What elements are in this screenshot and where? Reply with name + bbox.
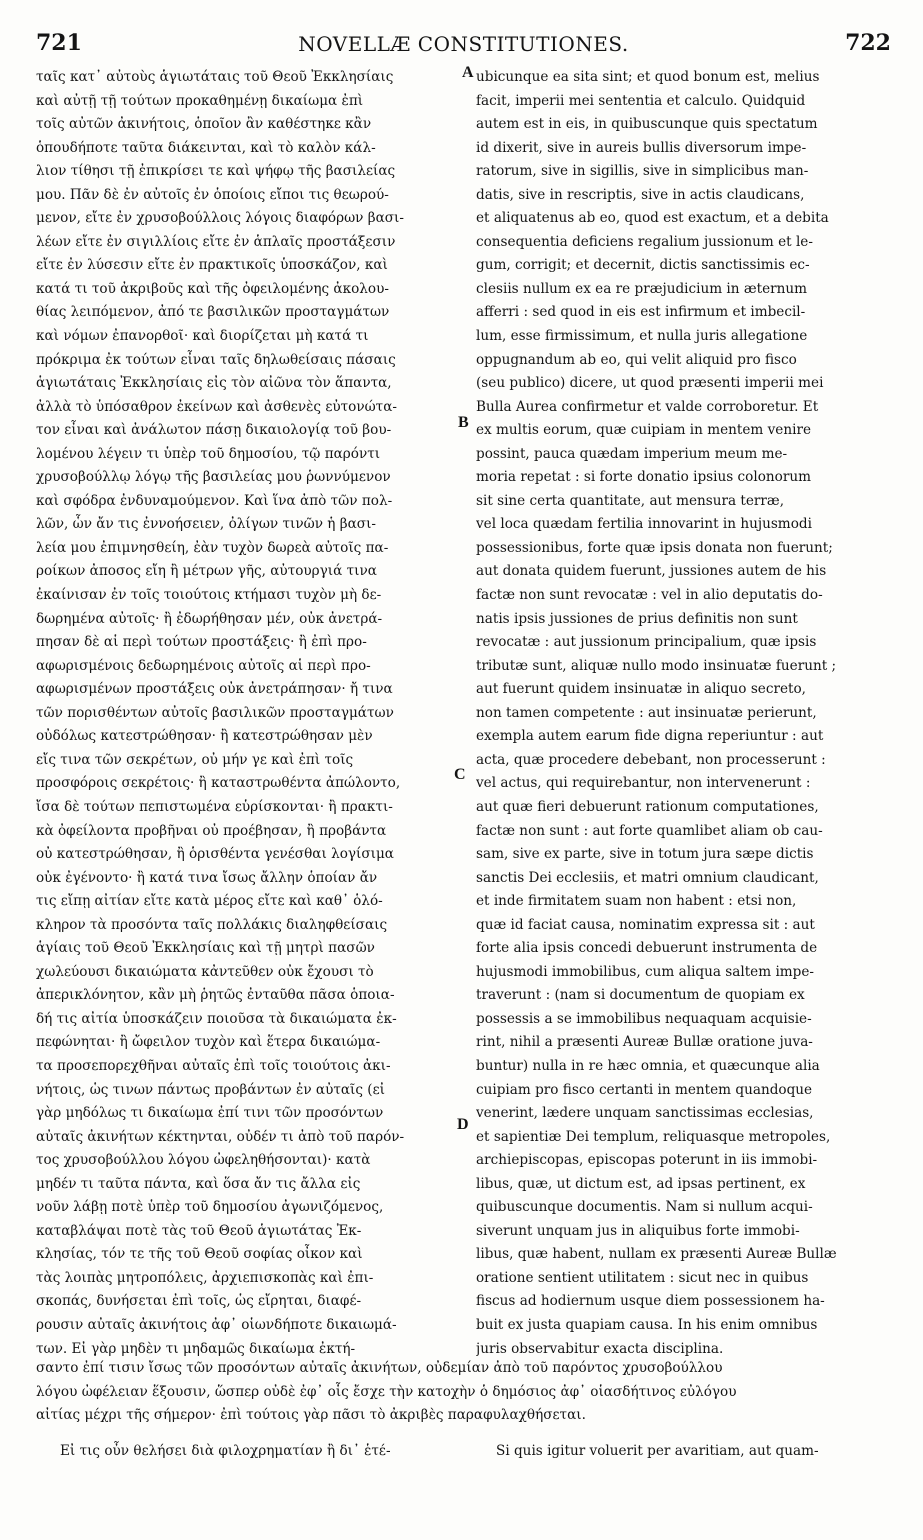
greek-text-line: αφωρισμένων προστάξεις οὐκ ἀνετράπησαν· ἤ τινα [36,681,393,698]
latin-text-line: fiscus ad hodiernum usque diem possessionem ha- [476,1293,825,1310]
greek-text-line: τὰς λοιπὰς μητροπόλεις, ἀρχιεπισκοπὰς καὶ ἐπι- [36,1269,374,1286]
greek-text-line: πησαν δὲ αἱ περὶ τούτων προστάξεις· ἢ ἐπὶ προ- [36,634,367,651]
greek-text-line: λομένου λέγειν τι ὑπὲρ τοῦ δημοσίου, τῷ παρόντι [36,445,381,462]
greek-text-line: κλησίας, τόν τε τῆς τοῦ Θεοῦ σοφίας οἶκον καὶ [36,1246,363,1263]
latin-text-line: ubicunque ea sita sint; et quod bonum est, melius [476,69,820,85]
latin-text-line: sanctis Dei ecclesiis, et matri omnium claudicant, [476,869,819,886]
latin-text-line: buit ex justa quapiam causa. In his enim omnibus [476,1316,818,1333]
greek-text-line: ὁπουδήποτε ταῦτα διάκεινται, καὶ τὸ καλὸν κάλ- [36,139,376,156]
page-number-left: 721 [36,30,82,56]
latin-text-line: possessionibus, forte quæ ipsis donata non fuerunt; [476,539,833,556]
greek-column [36,66,460,1361]
greek-text-line: χωλεύουσι δικαιώματα κἀντεῦθεν οὐκ ἔχουσι τὸ [36,963,374,980]
greek-text-line: ἴσα δὲ τούτων πεπιστωμένα εὑρίσκονται· ἢ πρακτι- [36,798,393,815]
latin-text-line: oratione sentient utilitatem : sicut nec in quibus [476,1269,809,1286]
greek-text-line: τον εἶναι καὶ ἀνάλωτον πάσῃ δικαιολογίᾳ τοῦ βου- [36,422,392,439]
greek-text-line: καὶ αὐτῇ τῇ τούτων προκαθημένῃ δικαίωμα ἐπὶ [36,92,364,109]
latin-text-line: afferri : sed quod in eis est infirmum et imbecil- [476,304,806,321]
latin-text-line: oppugnandum ab eo, qui velit aliquid pro fisco [476,351,797,368]
latin-text-line: factæ non sunt : aut forte quamlibet aliam ob cau- [476,822,823,839]
latin-text-line: lum, esse firmissimum, et nulla juris allegatione [476,328,808,345]
margin-marker-d: D [457,1116,469,1133]
latin-text-line: non tamen competente : aut insinuatæ perierunt, [476,704,817,721]
latin-text-line: facit, imperii mei sententia et calculo. Quidquid [476,92,806,109]
greek-text-line: μηδέν τι ταῦτα πάντα, καὶ ὅσα ἄν τις ἄλλα εἰς [36,1175,361,1192]
latin-text-line: ex multis eorum, quæ cuipiam in mentem venire [476,422,811,439]
latin-text-line: factæ non sunt revocatæ : vel in alio deputatis do- [476,587,823,604]
greek-text-line: λέων εἴτε ἐν σιγιλλίοις εἴτε ἐν ἁπλαῖς προστάξεσιν [36,233,396,250]
latin-text-line: possessis a se immobilibus nequaquam acquisie- [476,1010,812,1027]
greek-text-line: νήτοις, ὡς τινων πάντως προβάντων ἐν αὐταῖς (εἰ [36,1081,385,1098]
latin-text-line: exempla autem earum fide digna reperiuntur : aut [476,728,824,745]
latin-text-line: possint, pauca quædam imperium meum me- [476,445,788,462]
latin-text-line: et aliquatenus ab eo, quod est exactum, et a debita [476,210,829,227]
margin-marker-a: A [462,64,474,81]
greek-text-line: εἴτε ἐν λύσεσιν εἴτε ἐν πρακτικοῖς ὑποσκάζον, καὶ [36,257,388,274]
greek-text-line: νοῦν λάβῃ ποτὲ ὑπὲρ τοῦ δημοσίου ἀγωνιζόμενος, [36,1199,384,1216]
greek-text-line: λεία μου ἐπιμνησθείη, ἐὰν τυχὸν δωρεὰ αὐτοῖς πα- [36,539,389,556]
latin-text-line: aut fuerunt quidem insinuatæ in aliquo secreto, [476,681,806,698]
latin-text-line: gum, corrigit; et decernit, dictis sanctissimis ec- [476,257,810,274]
greek-text-line: πρόκριμα ἐκ τούτων εἶναι ταῖς δηλωθείσαις πάσαις [36,351,396,368]
greek-text-line: λιον τίθησι τῇ ἐπικρίσει τε καὶ ψήφῳ τῆς βασιλείας [36,163,396,180]
latin-closing-line: Si quis igitur voluerit per avaritiam, aut quam- [496,1443,819,1459]
latin-text-line: sit sine certa quantitate, aut mensura terræ, [476,492,785,509]
latin-text-line: aut quæ fieri debuerunt rationum computationes, [476,798,819,815]
greek-text-line: σκοπάς, δυνήσεται ἐπὶ τοῖς, ὡς εἴρηται, διαφέ- [36,1293,362,1310]
greek-text-line: εἴς τινα τῶν σεκρέτων, οὐ μήν γε καὶ ἐπὶ τοῖς [36,751,354,768]
latin-text-line: sam, sive ex parte, sive in totum jura sæpe dictis [476,846,814,863]
latin-text-line: Bulla Aurea confirmetur et valde corroboretur. Et [476,398,819,415]
latin-text-line: traverunt : (nam si documentum de quopiam ex [476,987,805,1004]
latin-text-line: vel loca quædam fertilia innovarint in hujusmodi [476,516,812,533]
latin-text-line: autem est in eis, in quibuscunque quis spectatum [476,116,818,133]
greek-text-line: τις εἴπῃ αἰτίαν εἴτε κατὰ μέρος εἴτε καὶ καθ᾽ ὁλό- [36,893,383,910]
greek-text-line: λόγου ὠφέλειαν ἕξουσιν, ὥσπερ οὐδὲ ἐφ᾽ οἷς ἔσχε τὴν κατοχὴν ὁ δημόσιος ἀφ᾽ οἱασδήτινος εὐλόγου [36,1383,737,1400]
greek-text-line: ἀλλὰ τὸ ὑπόσαθρον ἐκείνων καὶ ἀσθενὲς εὐτονώτα- [36,398,397,415]
greek-text-line: αφωρισμένοις δεδωρημένοις αὐτοῖς αἱ περὶ προ- [36,657,371,674]
greek-text-line: δωρημένα αὐτοῖς· ἢ ἐδωρήθησαν μέν, οὐκ ἀνετρά- [36,610,383,627]
latin-text-line: tributæ sunt, aliquæ nullo modo insinuatæ fuerunt ; [476,657,837,674]
greek-text-line: ἁγίαις τοῦ Θεοῦ Ἐκκλησίαις καὶ τῇ μητρὶ πασῶν [36,940,375,957]
latin-text-line: (seu publico) dicere, ut quod præsenti imperii mei [476,375,824,392]
greek-text-line: γὰρ μηδόλως τι δικαίωμα ἐπί τινι τῶν προσόντων [36,1105,384,1122]
greek-text-line: σαντο ἐπί τισιν ἴσως τῶν προσόντων αὐταῖς ἀκινήτων, οὐδεμίαν ἀπὸ τοῦ παρόντος χρυσοβούλλου [36,1360,723,1376]
greek-text-line: καὶ σφόδρα ἐνδυναμούμενον. Καὶ ἵνα ἀπὸ τῶν πολ- [36,492,393,509]
latin-text-line: ratorum, sive in sigillis, sive in simplicibus man- [476,163,809,180]
latin-text-line: siverunt unquam jus in aliquibus forte immobi- [476,1222,800,1239]
greek-text-line: οὐκ ἐγένοντο· ἢ κατά τινα ἴσως ἄλλην ὁποίαν ἄν [36,869,378,886]
greek-text-line: καταβλάψαι ποτὲ τὰς τοῦ Θεοῦ ἁγιωτάτας Ἐκ- [36,1222,362,1239]
latin-text-line: revocatæ : aut jussionum principalium, quæ ipsis [476,634,817,651]
full-width-greek-block [36,1357,891,1428]
margin-marker-b: B [458,414,469,431]
greek-text-line: αἰτίας μέχρι τῆς σήμερον· ἐπὶ τούτοις γὰρ πᾶσι τὸ ἀκριβὲς παραφυλαχθήσεται. [36,1407,586,1424]
greek-text-line: δή τις αἰτία ὑποσκάζειν ποιοῦσα τὰ δικαιώματα ἐκ- [36,1010,397,1027]
latin-text-line: clesiis nullum ex ea re præjudicium in æternum [476,280,808,297]
greek-text-line: ταῖς κατ᾽ αὐτοὺς ἁγιωτάταις τοῦ Θεοῦ Ἐκκλησίαις [36,69,394,85]
greek-text-line: κληρον τὰ προσόντα ταῖς πολλάκις διαληφθείσαις [36,916,388,933]
running-title: NOVELLÆ CONSTITUTIONES. [298,32,629,56]
latin-text-line: hujusmodi immobilibus, cum aliqua saltem impe- [476,963,815,980]
greek-text-line: των. Εἰ γὰρ μηδὲν τι μηδαμῶς δικαίωμα ἐκτή- [36,1340,356,1357]
greek-text-line: οὐ κατεστρώθησαν, ἢ ὁρισθέντα γενέσθαι λογίσιμα [36,846,394,863]
page-number-right: 722 [845,30,891,56]
latin-text-line: cuipiam pro fisco certanti in mentem quandoque [476,1081,813,1098]
greek-text-line: τοῖς αὐτῶν ἀκινήτοις, ὁποῖον ἂν καθέστηκε κἂν [36,116,372,133]
greek-closing-line: Εἰ τις οὖν θελήσει διὰ φιλοχρηματίαν ἢ δι᾽ ἑτέ- [60,1443,391,1459]
latin-text-line: juris observabitur exacta disciplina. [476,1340,724,1357]
latin-text-line: vel actus, qui requirebantur, non intervenerunt : [476,775,811,792]
latin-text-line: buntur) nulla in re hæc omnia, et quæcunque alia [476,1057,820,1074]
greek-text-line: καὶ νόμων ἐπανορθοῖ· καὶ διορίζεται μὴ κατά τι [36,328,369,345]
greek-text-line: ροίκων ἀποσος εἴη ἢ μέτρων γῆς, αὐτουργιά τινα [36,563,377,580]
latin-text-line: libus, quæ, ut dictum est, ad ipsas pertinent, ex [476,1175,806,1192]
latin-text-line: datis, sive in rescriptis, sive in actis claudicans, [476,186,805,203]
latin-text-line: id dixerit, sive in aureis bullis diversorum impe- [476,139,807,156]
greek-text-line: μενον, εἴτε ἐν χρυσοβούλλοις λόγοις διαφόρων βασι- [36,210,404,227]
latin-text-line: venerint, lædere unquam sanctissimas ecclesias, [476,1105,814,1122]
latin-text-line: archiepiscopas, episcopas poterunt in iis immobi- [476,1152,818,1169]
greek-text-line: τα προσεπορεχθῆναι αὐταῖς ἐπὶ τοῖς τοιούτοις ἀκι- [36,1057,391,1074]
greek-text-line: τῶν πορισθέντων αὐτοῖς βασιλικῶν προσταγμάτων [36,704,394,721]
greek-text-line: θίας λειπόμενον, ἀπό τε βασιλικῶν προσταγμάτων [36,304,390,321]
latin-text-line: moria repetat : si forte donatio ipsius colonorum [476,469,811,486]
greek-text-line: ρουσιν αὐταῖς ἀκινήτοις ἀφ᾽ οἱωνδήποτε δικαιωμά- [36,1316,397,1333]
greek-text-line: χρυσοβούλλῳ λόγῳ τῆς βασιλείας μου ῥωννύμενον [36,469,391,486]
greek-text-line: κὰ ὀφείλοντα προβῆναι οὐ προέβησαν, ἢ προβάντα [36,822,387,839]
latin-text-line: et inde firmitatem suam non habent : etsi non, [476,893,797,910]
greek-text-line: ἁγιωτάταις Ἐκκλησίαις εἰς τὸν αἰῶνα τὸν ἅπαντα, [36,375,392,392]
greek-text-line: αὐταῖς ἀκινήτων κέκτηνται, οὐδέν τι ἀπὸ τοῦ παρόν- [36,1128,405,1145]
greek-text-line: λῶν, ὧν ἄν τις ἐννοήσειεν, ὀλίγων τινῶν ἡ βασι- [36,516,376,533]
greek-text-line: οὐδόλως κατεστρώθησαν· ἢ κατεστρώθησαν μὲν [36,728,373,745]
latin-text-line: quæ id faciat causa, nominatim expressa sit : aut [476,916,815,933]
greek-text-line: μου. Πᾶν δὲ ἐν αὐτοῖς ἐν ὁποίοις εἴποι τις θεωρού- [36,186,389,203]
greek-text-line: προσφόροις σεκρέτοις· ἢ καταστρωθέντα ἀπώλοντο, [36,775,401,792]
latin-text-line: aut donata quidem fuerunt, jussiones autem de his [476,563,827,580]
latin-text-line: consequentia deficiens regalium jussionum et le- [476,233,813,250]
latin-text-line: et sapientiæ Dei templum, reliquasque metropoles, [476,1128,831,1145]
latin-text-line: natis ipsis jussiones de prius definitis non sunt [476,610,798,627]
greek-text-line: τος χρυσοβούλλου λόγου ὠφεληθήσονται)· κατὰ [36,1152,371,1169]
latin-column [476,66,888,1361]
latin-text-line: libus, quæ habent, nullam ex præsenti Aureæ Bullæ [476,1246,837,1263]
greek-text-line: ἀπερικλόνητον, κἂν μὴ ῥητῶς ἐνταῦθα πᾶσα ὁποια- [36,987,395,1004]
latin-text-line: forte alia ipsis concedi debuerunt instrumenta de [476,940,818,957]
greek-text-line: πεφώνηται· ἢ ὤφειλον τυχὸν καὶ ἕτερα δικαιώμα- [36,1034,381,1051]
latin-text-line: quibuscunque documentis. Nam si nullum acqui- [476,1199,813,1216]
latin-text-line: acta, quæ procedere debebant, non processerunt : [476,751,826,768]
greek-text-line: ἐκαίνισαν ἐν τοῖς τοιούτοις κτήμασι τυχὸν μὴ δε- [36,587,382,604]
margin-marker-c: C [454,766,466,783]
latin-text-line: rint, nihil a præsenti Aureæ Bullæ oratione juva- [476,1034,813,1051]
greek-text-line: κατά τι τοῦ ἀκριβοῦς καὶ τῆς ὀφειλομένης ἀκολου- [36,280,389,297]
running-header [36,30,891,60]
